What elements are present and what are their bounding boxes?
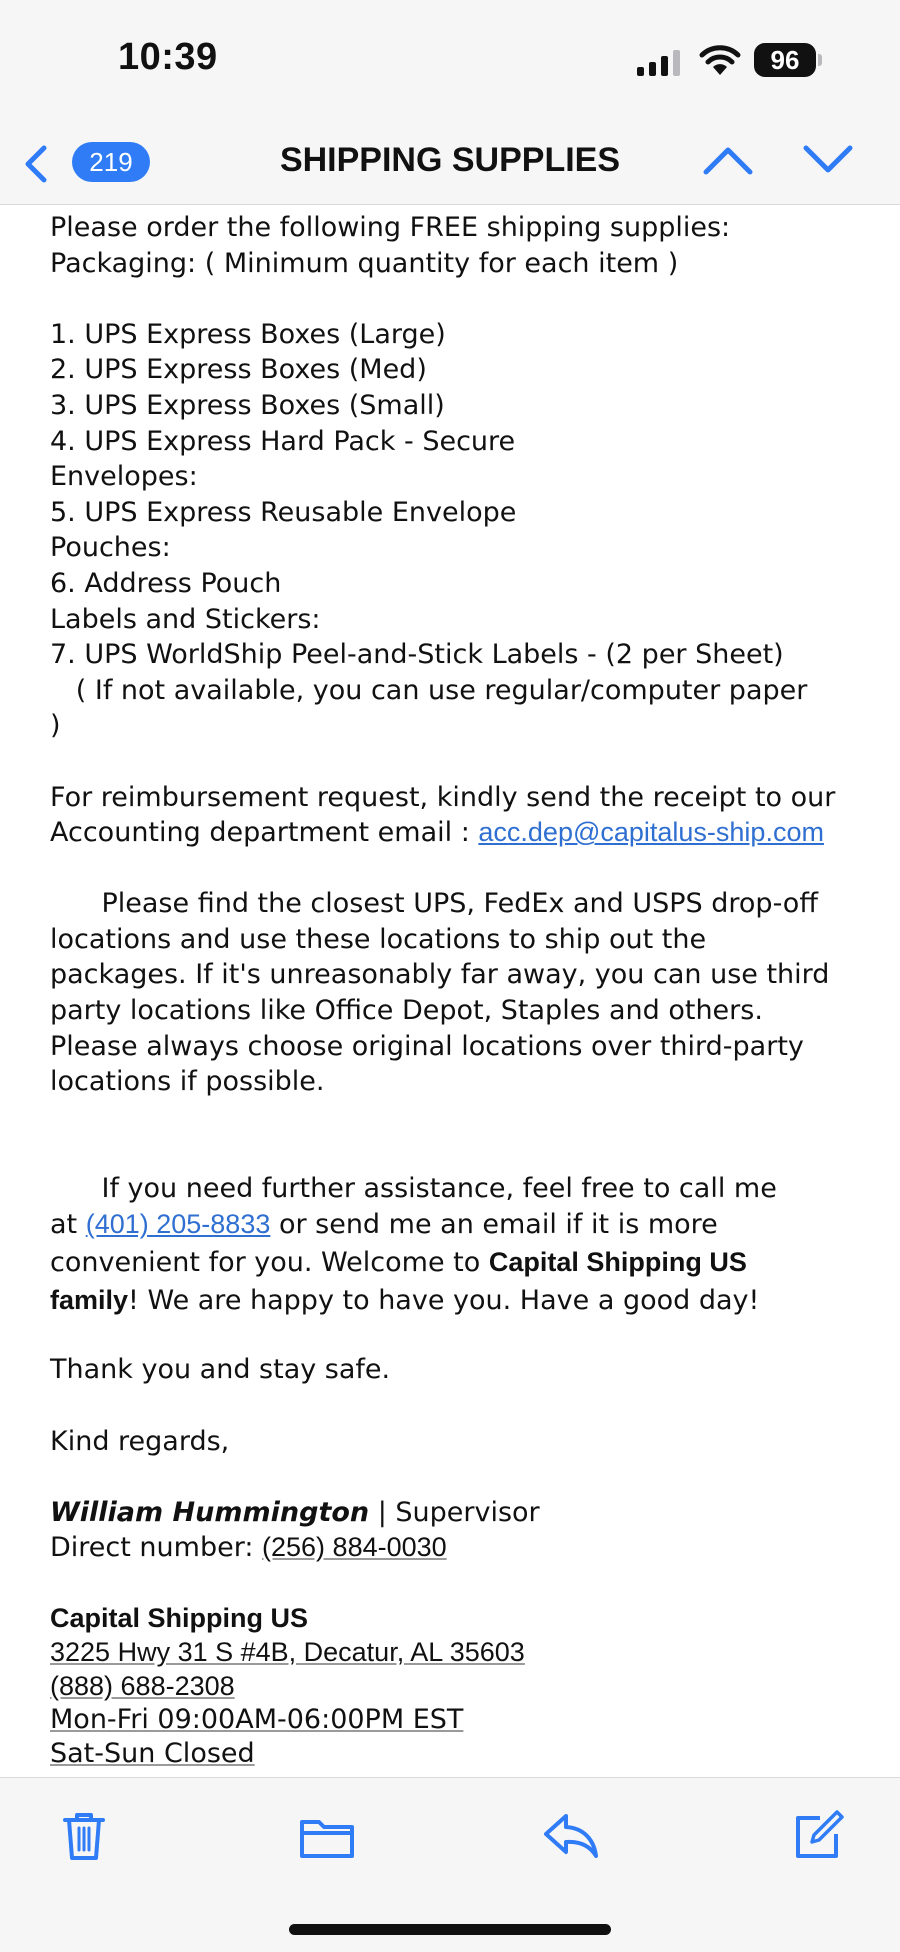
direct-number-line [50, 1530, 890, 1566]
list-item: 1. UPS Express Boxes (Large) [50, 318, 446, 350]
email-subject-title: SHIPPING SUPPLIES [279, 141, 621, 179]
list-item: 4. UPS Express Hard Pack - Secure [50, 425, 516, 457]
email-body [50, 210, 890, 1771]
company-name-bold: Capital Shipping US [488, 1247, 747, 1278]
previous-message-button[interactable] [700, 138, 756, 182]
accounting-email-link[interactable]: acc.dep@capitalus-ship.com [478, 817, 824, 848]
list-heading: Envelopes: [50, 461, 198, 493]
dropoff-line: Please always choose original locations over third-party [50, 1030, 804, 1062]
signature-hours-weekday[interactable]: Mon-Fri 09:00AM-06:00PM EST [50, 1704, 464, 1735]
list-note: ( If not available, you can use regular/computer paper [50, 674, 808, 706]
battery-level: 96 [754, 43, 816, 77]
status-bar [0, 0, 900, 120]
reply-button[interactable] [540, 1808, 600, 1864]
list-item: 2. UPS Express Boxes (Med) [50, 354, 427, 386]
back-chevron-icon [22, 144, 52, 184]
dropoff-line: party locations like Office Depot, Staples and others. [50, 995, 763, 1027]
move-to-folder-button[interactable] [297, 1808, 357, 1864]
reply-icon [540, 1808, 600, 1864]
status-time: 10:39 [118, 36, 218, 78]
next-message-button[interactable] [800, 138, 856, 182]
signature-name-line [50, 1495, 890, 1531]
intro-line: Please order the following FREE shipping supplies: [50, 212, 731, 243]
list-heading: Pouches: [50, 532, 171, 564]
dropoff-line: locations and use these locations to ship out the [50, 923, 707, 955]
home-indicator[interactable] [289, 1924, 611, 1935]
signature-hours-weekend[interactable]: Sat-Sun Closed [50, 1738, 255, 1769]
direct-number-link[interactable]: (256) 884-0030 [262, 1532, 447, 1563]
dropoff-line: Please find the closest UPS, FedEx and USPS drop-off [50, 888, 818, 920]
signature-role: | Supervisor [369, 1496, 540, 1528]
assistance-text: ! We are happy to have you. Have a good day! [128, 1285, 760, 1317]
battery-cap [818, 54, 822, 66]
reimbursement-line [50, 815, 890, 851]
assistance-line [50, 1281, 890, 1319]
down-arrow-icon [800, 138, 856, 182]
back-button[interactable] [22, 136, 146, 188]
compose-button[interactable] [790, 1808, 846, 1864]
assistance-line [50, 1243, 890, 1281]
reimbursement-prefix: Accounting department email : [50, 817, 479, 849]
wifi-icon [699, 44, 741, 76]
assistance-text: convenient for you. Welcome to [50, 1247, 489, 1279]
list-item: 7. UPS WorldShip Peel-and-Stick Labels - (2 per Sheet) [50, 639, 784, 671]
folder-icon [297, 1808, 357, 1864]
closing-line: Thank you and stay safe. [50, 1354, 391, 1386]
phone-link[interactable]: (401) 205-8833 [85, 1209, 271, 1240]
signature-address-link[interactable]: 3225 Hwy 31 S #4B, Decatur, AL 35603 [50, 1637, 525, 1667]
family-bold: family [50, 1285, 129, 1316]
direct-number-label: Direct number: [50, 1532, 263, 1564]
trash-icon [56, 1808, 112, 1864]
dropoff-line: locations if possible. [50, 1066, 325, 1098]
mail-nav-bar [0, 120, 900, 205]
signature-name: William Hummington [50, 1496, 370, 1528]
up-arrow-icon [700, 138, 756, 182]
battery-icon [754, 43, 822, 77]
signal-icon [637, 50, 683, 76]
list-item: 3. UPS Express Boxes (Small) [50, 389, 445, 421]
signature-phone-link[interactable]: (888) 688-2308 [50, 1671, 235, 1701]
regards-line: Kind regards, [50, 1425, 230, 1457]
intro-line: Packaging: ( Minimum quantity for each item ) [50, 247, 679, 279]
list-heading: Labels and Stickers: [50, 603, 321, 635]
assistance-line [50, 1206, 890, 1243]
list-item: 6. Address Pouch [50, 567, 282, 599]
list-note: ) [50, 710, 61, 742]
reimbursement-line: For reimbursement request, kindly send the receipt to our [50, 781, 836, 813]
assistance-line: If you need further assistance, feel free to call me [50, 1172, 777, 1204]
delete-button[interactable] [56, 1808, 112, 1864]
list-item: 5. UPS Express Reusable Envelope [50, 496, 517, 528]
compose-icon [790, 1808, 846, 1864]
signature-company: Capital Shipping US [50, 1603, 309, 1633]
assistance-prefix: at [50, 1209, 86, 1241]
assistance-suffix: or send me an email if it is more [270, 1209, 718, 1241]
unread-count-badge: 219 [72, 142, 150, 182]
dropoff-line: packages. If it's unreasonably far away, you can use third [50, 959, 830, 991]
